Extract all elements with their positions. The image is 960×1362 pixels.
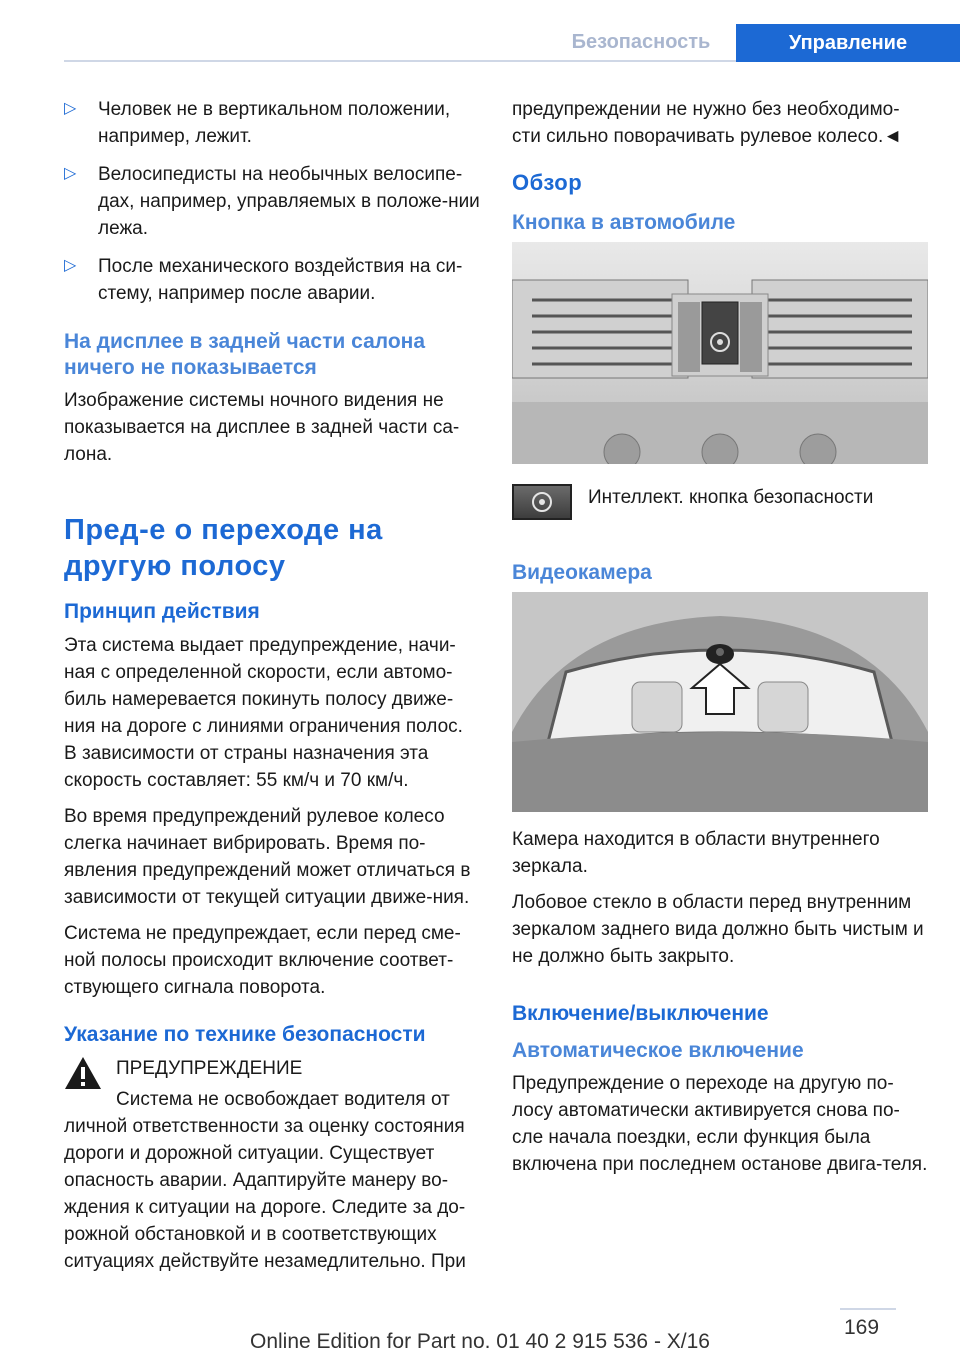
heading-rear-display: На дисплее в задней части салона ничего не показывается — [64, 330, 426, 379]
page-number: 169 — [844, 1316, 880, 1339]
heading-on-off: Включение/выключение — [512, 1002, 769, 1025]
tab-safety[interactable]: Безопасность — [571, 31, 711, 53]
heading-safety-note: Указание по технике безопасности — [64, 1023, 426, 1046]
heading-camera: Видеокамера — [512, 561, 652, 584]
paragraph-continued: предупреждении не нужно без необходимо-сти сильно поворачивать рулевое колесо.◄ — [512, 99, 903, 147]
page-number-rule — [840, 1308, 896, 1310]
section-title-lane-departure: Пред-е о переходе на другую полосу — [64, 514, 383, 582]
warning-text: личной ответственности за оценку состояния дороги и дорожной ситуации. Существует опасность аварии. Адаптируйте манеру во-ждения к ситуации на дороге. Следите за до-рожной обстановкой и в соответствующих ситуациях действуйте незамедлительно. При — [64, 1116, 466, 1272]
bullet-text: Человек не в вертикальном положении, например, лежит. — [98, 99, 451, 147]
windshield-camera-photo — [512, 592, 928, 812]
heading-overview: Обзор — [512, 170, 583, 195]
bullet-item — [64, 96, 480, 150]
triangle-bullet-icon: ▷ — [64, 100, 77, 117]
paragraph-windshield: Лобовое стекло в области перед внутренним зеркалом заднего вида должно быть чистым и не должно быть закрыто. — [512, 892, 924, 967]
paragraph-rear-display: Изображение системы ночного видения не показывается на дисплее в задней части са-лона. — [64, 390, 460, 465]
warning-text-first-line: Система не освобождает водителя от — [116, 1089, 450, 1110]
left-column — [64, 96, 480, 1275]
warning-triangle-icon — [64, 1055, 102, 1091]
edition-footer: Online Edition for Part no. 01 40 2 915 536 - X/16 — [250, 1330, 710, 1353]
triangle-bullet-icon: ▷ — [64, 257, 77, 274]
heading-auto-activation: Автоматическое включение — [512, 1039, 804, 1062]
button-caption: Интеллект. кнопка безопасности — [588, 487, 874, 508]
paragraph-auto-activation: Предупреждение о переходе на другую по-лосу автоматически активируется снова по-сле начала поездки, если функция была включена при последнем останове двига-теля. — [512, 1073, 928, 1175]
bullet-text: Велосипедисты на необычных велосипе-дах, например, управляемых в положе-нии лежа. — [98, 164, 480, 239]
warning-block — [64, 1055, 480, 1275]
triangle-bullet-icon: ▷ — [64, 165, 77, 182]
paragraph-principle-1: Эта система выдает предупреждение, начи-ная с определенной скорости, если автомо-биль намеревается покинуть полосу движе-ния на дороге с линиями ограничения полос. В зависимости от страны назначения эта скорость составляет: 55 км/ч и 70 км/ч. — [64, 635, 463, 791]
bullet-item — [64, 253, 480, 307]
safety-button-icon — [512, 484, 572, 520]
dashboard-button-photo — [512, 242, 928, 464]
paragraph-camera-location: Камера находится в области внутреннего зеркала. — [512, 829, 880, 877]
warning-title: ПРЕДУПРЕЖДЕНИЕ — [116, 1058, 303, 1079]
paragraph-principle-2: Во время предупреждений рулевое колесо слегка начинает вибрировать. Время по-явления предупреждений может отличаться в зависимости от текущей ситуации движе-ния. — [64, 806, 471, 908]
bullet-item — [64, 161, 480, 242]
heading-principle: Принцип действия — [64, 600, 260, 623]
bullet-text: После механического воздействия на си-стему, например после аварии. — [98, 256, 463, 304]
heading-button-in-car: Кнопка в автомобиле — [512, 211, 736, 234]
tab-controls[interactable]: Управление — [736, 24, 960, 62]
right-column — [512, 96, 928, 1187]
paragraph-principle-3: Система не предупреждает, если перед сме-ной полосы происходит включение соответ-ствующего сигнала поворота. — [64, 923, 461, 998]
button-legend — [512, 484, 928, 520]
